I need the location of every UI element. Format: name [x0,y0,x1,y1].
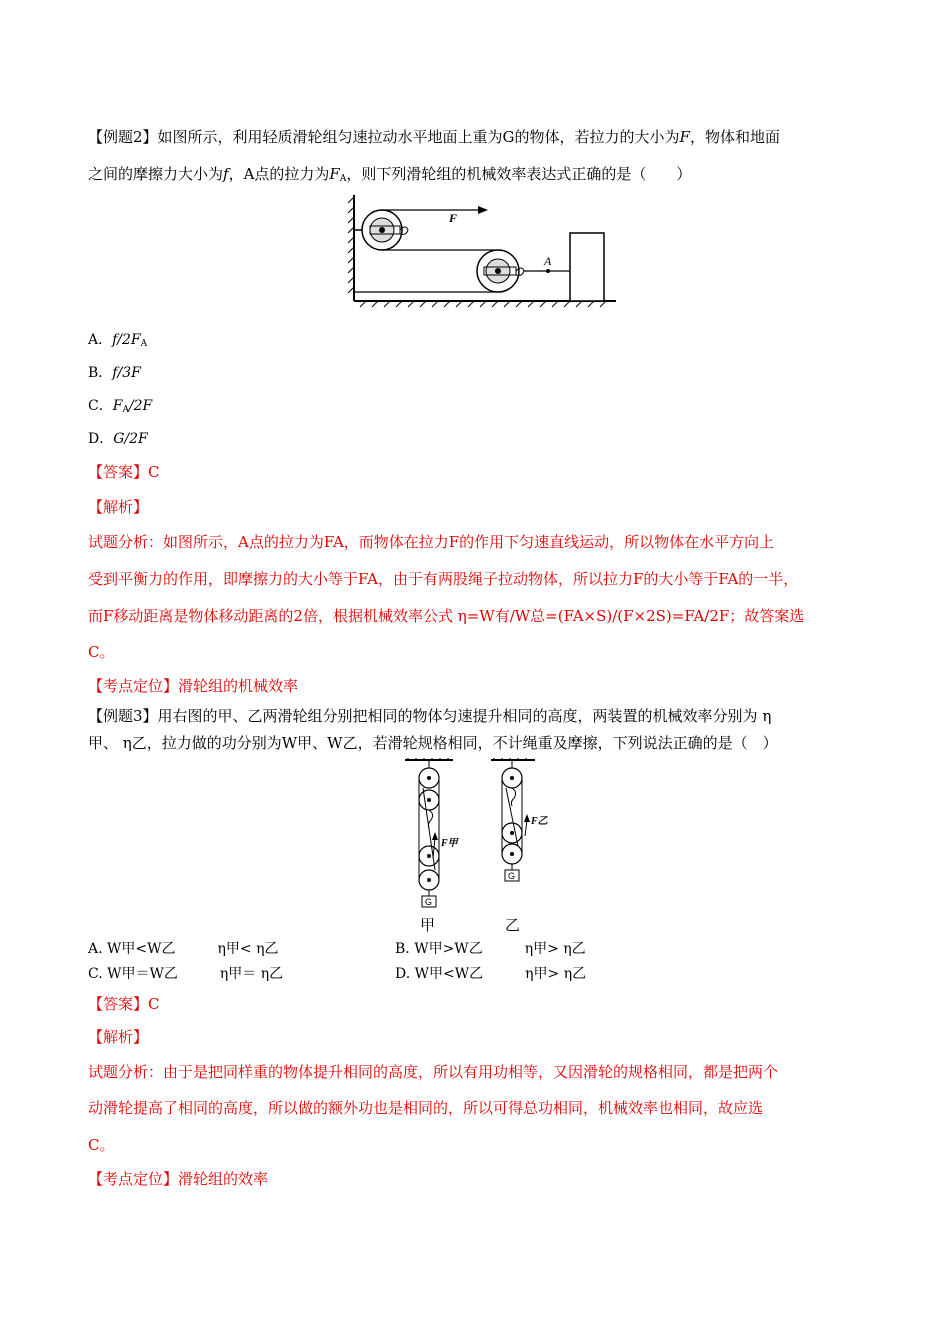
q2-point-label: A [544,254,552,268]
q3-caption-right: 乙 [505,916,521,934]
q2-analysis-line4: C。 [88,643,115,661]
q3-option-b: B. W甲>W乙 η甲> η乙 [395,941,586,957]
q2-analysis-line1: 试题分析：如图所示，A点的拉力为FA，而物体在拉力F的作用下匀速直线运动，所以物体在水平方向上 [88,533,775,551]
q3-caption-left: 甲 [420,916,436,934]
q2-kaodian [88,676,298,696]
q2-answer: 【答案】C [88,463,160,481]
q2-kaodian-text: 【考点定位】滑轮组的机械效率 [88,677,299,695]
q3-analysis-line2: 动滑轮提高了相同的高度，所以做的额外功也是相同的，所以可得总功相同，机械效率也相同，故应选 [88,1099,764,1117]
q3-pulley-figure [395,758,555,908]
q3-analysis-line3: C。 [88,1136,115,1154]
q3-kaodian: 【考点定位】滑轮组的效率 [88,1170,269,1188]
q2-stem-line2: 之间的摩擦力大小为f，A点的拉力为$F_A$，则下列滑轮组的机械效率表达式正确的是（ ） [88,165,692,184]
q3-stem-line1: 【例题3】用右图的甲、乙两滑轮组分别把相同的物体匀速提升相同的高度，两装置的机械效率分别为 η [88,707,772,725]
q3-left-force-label: F甲 [441,838,458,849]
q2-option-b: B．f/3F [88,365,141,381]
q2-option-c: C．$F_A/2F$ [88,398,153,415]
q3-right-weight-label: G [508,871,516,881]
q2-analysis-label: 【解析】 [88,498,149,516]
q2-analysis-line3: 而F移动距离是物体移动距离的2倍，根据机械效率公式 η=W有/W总=(FA×S)/(F×2S)=FA/2F；故答案选 [88,607,805,625]
q2-pulley-figure [348,195,618,313]
q3-analysis-label: 【解析】 [88,1028,149,1046]
q2-analysis-line2: 受到平衡力的作用，即摩擦力的大小等于FA，由于有两股绳子拉动物体，所以拉力F的大小等于FA的一半， [88,570,799,588]
q3-option-d: D. W甲<W乙 η甲> η乙 [395,966,587,982]
q3-option-c: C. W甲＝W乙 η甲＝ η乙 [88,966,284,982]
q2-force-label: F [449,211,458,225]
q3-answer: 【答案】C [88,995,160,1013]
q3-left-weight-label: G [425,897,433,907]
q2-stem-line1: 【例题2】如图所示，利用轻质滑轮组匀速拉动水平地面上重为G的物体，若拉力的大小为F，物体和地面 [88,128,780,146]
q3-stem-line2: 甲、 η乙，拉力做的功分别为W甲、W乙，若滑轮规格相同，不计绳重及摩擦，下列说法正确的是（ ） [88,734,778,752]
q3-right-force-label: F乙 [531,816,548,827]
q3-option-a: A. W甲<W乙 η甲< η乙 [88,941,279,957]
q3-analysis-line1: 试题分析：由于是把同样重的物体提升相同的高度，所以有用功相等，又因滑轮的规格相同，都是把两个 [88,1063,779,1081]
q2-option-a: A．$f/2F_A$ [88,332,148,349]
q2-option-d: D．G/2F [88,431,148,447]
